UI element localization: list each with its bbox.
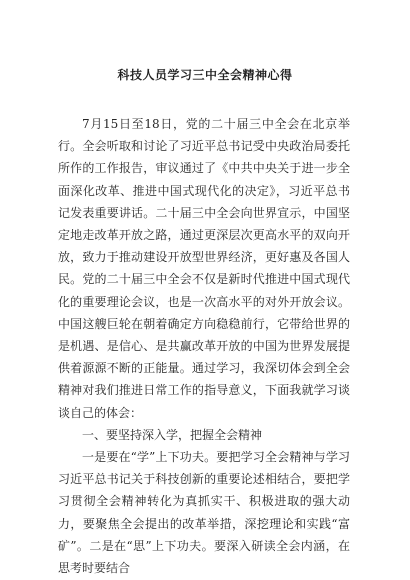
- section-heading-1: 一、要坚持深入学，把握全会精神: [82, 427, 263, 442]
- document-title: 科技人员学习三中全会精神心得: [117, 68, 293, 82]
- paragraph-section-1: 一是要在“学”上下功夫。要把学习全会精神与学习习近平总书记关于科技创新的重要论述相结合，要把学习贯彻全会精神转化为真抓实干、积极进取的强大动力，要聚焦全会提出的改革举措，深挖理论和实践“富矿”。二是在“思”上下功夫。要深入研读全会内涵，在思考时要结合: [58, 450, 350, 576]
- document-body: [58, 113, 350, 579]
- paragraph-intro: 7月15日至18日，党的二十届三中全会在北京举行。全会听取和讨论了习近平总书记受中央政治局委托所作的工作报告，审议通过了《中共中央关于进一步全面深化改革、推进中国式现代化的决定》，习近平总书记发表重要讲话。二十届三中全会向世界宣示，中国坚定地走改革开放之路，通过更深层次更高水平的双向开放，致力于推动建设开放型世界经济，更好惠及各国人民。党的二十届三中全会不仅是新时代推进中国式现代化的重要理论会议，也是一次高水平的对外开放会议。中国这艘巨轮在朝着确定方向稳稳前行，它带给世界的是机遇、是信心、是共赢改革开放的中国为世界发展提供着源源不断的正能量。通过学习，我深切体会到全会精神对我们推进日常工作的指导意义，下面我就学习谈谈自己的体会：: [58, 117, 350, 420]
